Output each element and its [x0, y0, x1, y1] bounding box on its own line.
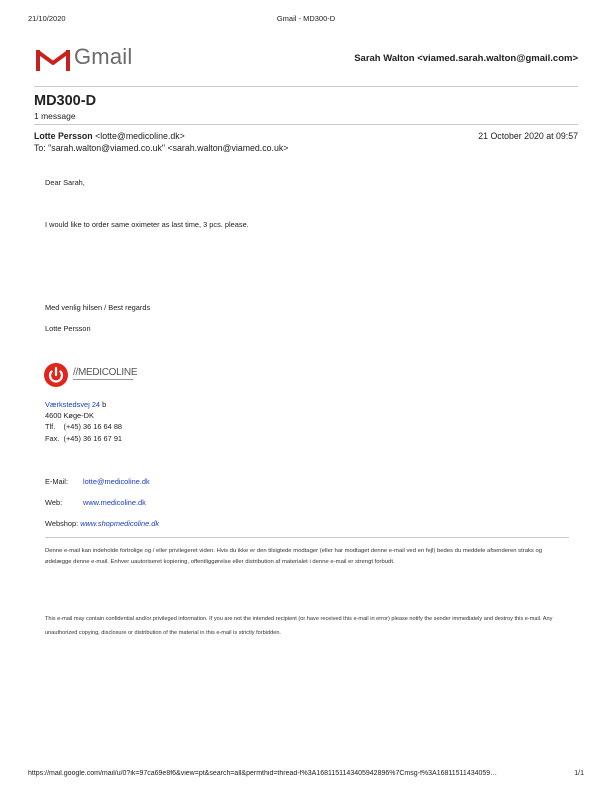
header-divider: [34, 86, 578, 87]
disclaimer-danish: Denne e-mail kan indeholde fortrolige og / eller privilegeret viden. Hvis du ikke er den tilsigtede modtager (eller har modtaget denne e-mail ved en fejl) bedes du meddele afsenderen straks og ødelægge denne e-mail. Enhver uautoriseret kopiering, offentliggørelse eller distribution af materialet i denne e-mail er strengt forbudt.: [45, 548, 543, 565]
medicoline-wordmark: //MEDICOLINE: [73, 367, 138, 378]
address-line1: [45, 400, 106, 409]
email-link[interactable]: lotte@medicoline.dk: [83, 477, 150, 486]
fax-label: Fax.: [45, 434, 60, 443]
webshop-label: Webshop:: [45, 519, 79, 528]
recipient: To: "sarah.walton@viamed.co.uk" <sarah.walton@viamed.co.uk>: [34, 143, 289, 153]
webshop-link[interactable]: www.shopmedicoline.dk: [80, 519, 160, 528]
address-city: 4600 Køge-DK: [45, 411, 94, 420]
gmail-envelope-icon: [36, 46, 70, 72]
email-label: E-Mail:: [45, 477, 68, 486]
phone-label: Tlf.: [45, 422, 56, 431]
fax-line: [45, 434, 122, 443]
print-page-number: 1/1: [574, 770, 584, 777]
street-link[interactable]: Værkstedsvej 24: [45, 400, 101, 409]
web-label: Web:: [45, 498, 63, 507]
medicoline-power-icon: [43, 362, 69, 388]
sender-signature-name: Lotte Persson: [45, 324, 91, 333]
print-url[interactable]: https://mail.google.com/mail/u/0?ik=97ca69e8f6&view=pt&search=all&permthid=thread-f%3A1681151143405942896%7Cmsg-f%3A16811511434059…: [28, 770, 498, 777]
sender-name: Lotte Persson: [34, 131, 93, 141]
disclaimer-english: This e-mail may contain confidential and/or privileged information. If you are not the intended recipient (or have received this e-mail in error) please notify the sender immediately and destroy this e-mail. Any unauthorized copying, disclosure or distribution of the material in this e-mail is strictly forbidden.: [45, 616, 553, 636]
signature-divider: [45, 537, 569, 538]
phone-line: [45, 422, 122, 431]
fax-number: (+45) 36 16 67 91: [63, 434, 123, 443]
print-date: 21/10/2020: [28, 14, 66, 23]
gmail-wordmark: Gmail: [74, 44, 133, 69]
web-link[interactable]: www.medicoline.dk: [83, 498, 146, 507]
street-suffix: b: [100, 400, 107, 409]
print-title: Gmail - MD300-D: [276, 14, 336, 23]
phone-number: (+45) 36 16 64 88: [63, 422, 123, 431]
medicoline-logo: [43, 362, 138, 388]
account-email: Sarah Walton <viamed.sarah.walton@gmail.com>: [354, 53, 578, 64]
gmail-logo[interactable]: [36, 44, 132, 72]
webshop-line: [45, 519, 159, 528]
thread-subject: MD300-D: [34, 93, 97, 109]
message-date: 21 October 2020 at 09:57: [478, 131, 578, 141]
logo-underline: [73, 379, 133, 380]
sender-email: <lotte@medicoline.dk>: [95, 131, 185, 141]
message-body: I would like to order same oximeter as last time, 3 pcs. please.: [45, 220, 249, 229]
greeting: Dear Sarah,: [45, 178, 85, 187]
sender[interactable]: [34, 131, 185, 141]
message-count: 1 message: [34, 111, 76, 121]
closing-regards: Med venlig hilsen / Best regards: [45, 303, 151, 312]
subject-divider: [34, 124, 578, 125]
